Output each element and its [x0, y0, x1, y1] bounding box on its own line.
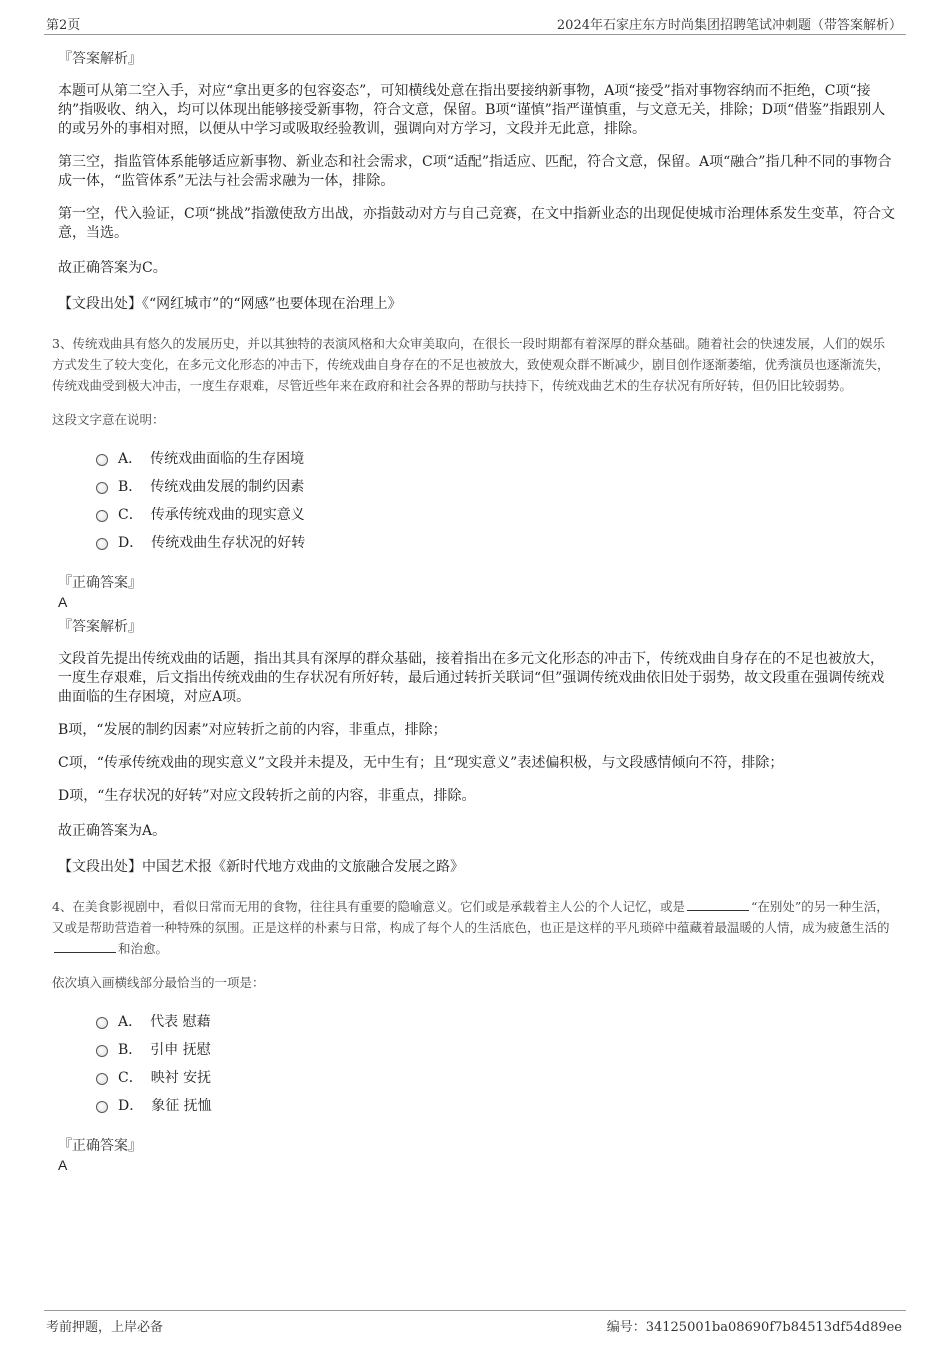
- question-3-options: [96, 444, 896, 556]
- option-a[interactable]: A． 代表 慰藉: [96, 1007, 896, 1035]
- analysis-paragraph: 文段首先提出传统戏曲的话题，指出其具有深厚的群众基础，接着指出在多元文化形态的冲击下，传统戏曲自身存在的不足也被放大，一度生存艰难，后文指出传统戏曲的生存状况有所好转，最后通过转折关联词“但”强调传统戏曲依旧处于弱势，故文段重在强调传统戏曲面临的生存困境，对应A项。: [58, 651, 885, 705]
- option-c[interactable]: C． 传承传统戏曲的现实意义: [96, 500, 896, 528]
- analysis-paragraph: 第三空，指监管体系能够适应新事物、新业态和社会需求，C项“适配”指适应、匹配，符合文意，保留。A项“融合”指几种不同的事物合成一体，“监管体系”无法与社会需求融为一体，排除。: [58, 154, 892, 189]
- option-b[interactable]: B． 引申 抚慰: [96, 1035, 896, 1063]
- final-answer: 故正确答案为C。: [58, 260, 167, 276]
- analysis-paragraph: 第一空，代入验证，C项“挑战”指激使敌方出战，亦指鼓动对方与自己竞赛，在文中指新业态的出现促使城市治理体系发生变革，符合文意，当选。: [58, 206, 896, 241]
- analysis-paragraph: B项，“发展的制约因素”对应转折之前的内容，非重点，排除；: [58, 722, 447, 738]
- document-body: [52, 44, 896, 1179]
- radio-icon[interactable]: [96, 1017, 108, 1029]
- radio-icon[interactable]: [96, 538, 108, 550]
- document-id: 编号：34125001ba08690f7b84513df54d89ee: [606, 1320, 902, 1335]
- analysis-label: 『答案解析』: [58, 619, 142, 635]
- correct-answer: A: [58, 1157, 68, 1173]
- correct-answer-label: 『正确答案』: [58, 575, 142, 591]
- analysis-paragraph: D项，“生存状况的好转”对应文段转折之前的内容，非重点，排除。: [58, 788, 476, 804]
- source-citation: 【文段出处】《“网红城市”的“网感”也要体现在治理上》: [58, 296, 402, 312]
- option-d[interactable]: D． 传统戏曲生存状况的好转: [96, 528, 896, 556]
- radio-icon[interactable]: [96, 482, 108, 494]
- source-citation: 【文段出处】中国艺术报《新时代地方戏曲的文旅融合发展之路》: [58, 859, 464, 875]
- analysis-label: 『答案解析』: [58, 51, 142, 67]
- radio-icon[interactable]: [96, 454, 108, 466]
- question-4-options: [96, 1007, 896, 1119]
- analysis-paragraph: 本题可从第二空入手，对应“拿出更多的包容姿态”，可知横线处意在指出要接纳新事物，A项“接受”指对事物容纳而不拒绝，C项“接纳”指吸收、纳入，均可以体现出能够接受新事物，符合文意，保留。B项“谨慎”指严谨慎重，与文意无关，排除；D项“借鉴”指跟别人的或另外的事相对照，以便从中学习或吸取经验教训，强调向对方学习，文段并无此意，排除。: [58, 83, 886, 137]
- fill-blank: [687, 898, 749, 911]
- footer-slogan: 考前押题，上岸必备: [46, 1320, 164, 1335]
- final-answer: 故正确答案为A。: [58, 823, 167, 839]
- correct-answer-label: 『正确答案』: [58, 1138, 142, 1154]
- document-title: 2024年石家庄东方时尚集团招聘笔试冲刺题（带答案解析）: [556, 18, 902, 33]
- correct-answer: A: [58, 594, 68, 610]
- option-a[interactable]: A． 传统戏曲面临的生存困境: [96, 444, 896, 472]
- question-3-prompt: 这段文字意在说明：: [52, 412, 165, 427]
- page-footer: [44, 1310, 906, 1335]
- radio-icon[interactable]: [96, 1045, 108, 1057]
- radio-icon[interactable]: [96, 1073, 108, 1085]
- page-header: [44, 12, 906, 35]
- question-4-prompt: 依次填入画横线部分最恰当的一项是：: [52, 975, 265, 990]
- page-number: 第2页: [46, 18, 81, 33]
- option-c[interactable]: C． 映衬 安抚: [96, 1063, 896, 1091]
- option-b[interactable]: B． 传统戏曲发展的制约因素: [96, 472, 896, 500]
- option-d[interactable]: D． 象征 抚恤: [96, 1091, 896, 1119]
- analysis-paragraph: C项，“传承传统戏曲的现实意义”文段并未提及，无中生有；且“现实意义”表述偏积极，与文段感情倾向不符，排除；: [58, 755, 784, 771]
- radio-icon[interactable]: [96, 510, 108, 522]
- question-4-text: 4、在美食影视剧中，看似日常而无用的食物，往往具有重要的隐喻意义。它们或是承载着主人公的个人记忆，或是 “在别处”的另一种生活，又或是帮助营造着一种特殊的氛围。正是这样的朴素与日常，构成了每个人的生活底色，也正是这样的平凡琐碎中蕴藏着最温暖的人情，成为疲惫生活的和治愈。: [52, 899, 890, 956]
- radio-icon[interactable]: [96, 1101, 108, 1113]
- fill-blank: [54, 940, 116, 953]
- question-3-text: 3、传统戏曲具有悠久的发展历史，并以其独特的表演风格和大众审美取向，在很长一段时期都有着深厚的群众基础。随着社会的快速发展，人们的娱乐方式发生了较大变化，在多元文化形态的冲击下，传统戏曲自身存在的不足也被放大，致使观众群不断减少，剧目创作逐渐萎缩，优秀演员也逐渐流失，传统戏曲受到极大冲击，一度生存艰难，尽管近些年来在政府和社会各界的帮助与扶持下，传统戏曲艺术的生存状况有所好转，但仍旧比较弱势。: [52, 336, 890, 393]
